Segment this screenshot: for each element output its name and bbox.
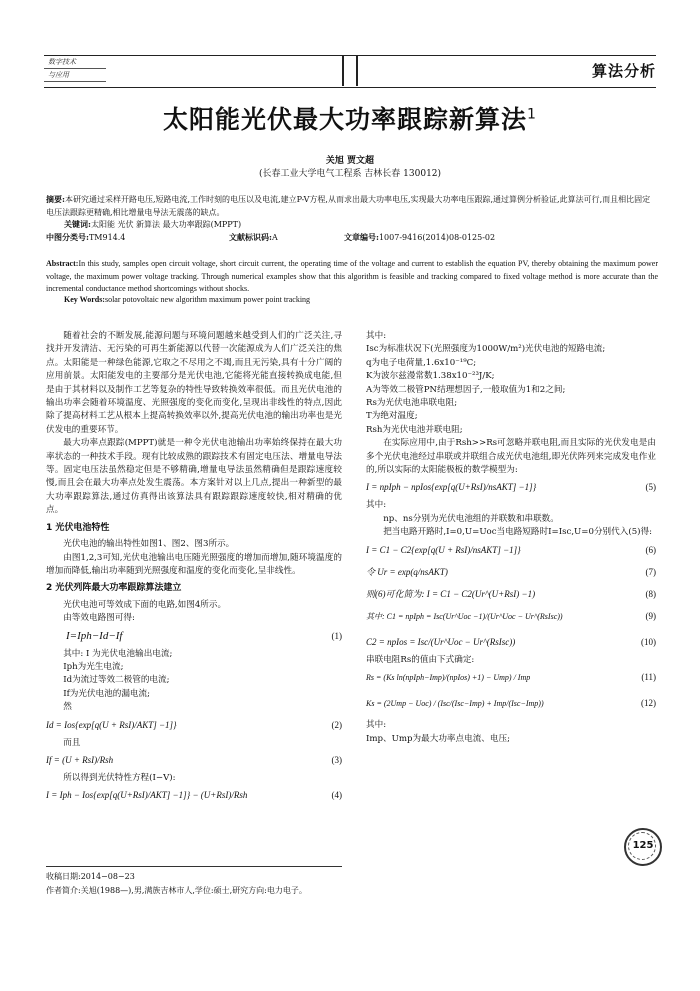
- journal-line-2: 与应用: [44, 69, 106, 82]
- abstract-cn: 摘要:本研究通过采样开路电压,短路电流,工作时刻的电压以及电流,建立P-V方程,从而求出最大功率电压,实现最大功率电压跟踪,通过算例分析验证,此算法可行,而且相比固定电压法跟踪更精确,相比增量电导法无震荡的缺点。: [46, 194, 651, 217]
- page-number-badge: [624, 828, 662, 866]
- where-line-6: 而且: [63, 737, 81, 748]
- equation-12: Ks = (2Ump − Uoc) / (Isc/(Isc−Imp) + Imp/(Isc−Imp)) (12): [366, 698, 656, 709]
- right-def-k: K为波尔兹漫常数1.38x10⁻²³J/K;: [366, 371, 495, 382]
- right-paragraph-1: 在实际应用中,由于Rsh>>Rs可忽略并联电阻,而且实际的光伏发电是由多个光伏电池经过串联或并联组合成光伏电池组,即光伏阵列来完成发电作业的,所以实际的太阳能极板的数学模型为:: [366, 438, 656, 476]
- equation-4: I = Iph − Ios{exp[q(U+RsI)/AKT] −1]} − (U+RsI)/Rsh (4): [46, 790, 342, 801]
- received-date: 收稿日期:2014−08−23: [46, 872, 135, 881]
- where-line-2: Iph为光生电流;: [63, 661, 124, 672]
- section-2-paragraph-1: 光伏电池可等效成下面的电路,如图4所示。: [63, 599, 227, 610]
- affiliation: (长春工业大学电气工程系 吉林长春 130012): [258, 169, 442, 179]
- where-line-4: If为光伏电池的漏电流;: [63, 688, 151, 699]
- right-where-2: 其中:: [366, 500, 387, 511]
- authors: 关旭 贾文超: [325, 156, 375, 166]
- header-bar-2: [356, 56, 358, 86]
- right-def-q: q为电子电荷量,1.6x10⁻¹⁹C;: [366, 357, 477, 368]
- where-line-1: 其中: I 为光伏电池输出电流;: [63, 648, 173, 659]
- header-rule-bottom: [44, 87, 656, 88]
- equation-9: 其中: C1 = npIph = Isc(Ur^Uoc −1)/(Ur^Uoc − Ur^(RsIsc)) (9): [366, 610, 656, 621]
- equation-2: Id = Ios{exp[q(U + RsI)/AKT] −1]} (2): [46, 719, 342, 730]
- page-number: 125: [632, 840, 654, 851]
- section-2-heading: 2 光伏列阵最大功率跟踪算法建立: [46, 583, 182, 594]
- right-paragraph-2: 把当电路开路时,I=0,U=Uoc当电路短路时I=Isc,U=0分别代入(5)得:: [383, 527, 652, 538]
- intro-paragraph-1: 随着社会的不断发展,能源问题与环境问题越来越受到人们的广泛关注,寻找并开发清洁、无污染的可再生新能源以代替一次能源成为人们广泛关注的焦点。太阳能是一种绿色能源,它取之不尽用之不竭,而且无污染,具有十分广阔的应用前景。太阳能发电的主要部分是光伏电池,它能将光能直接转换成电能,但是由于其材料以及制作工艺等复杂的特性导致转换效率很低。而且光伏电池的输出功率会随着环境温度、光照强度的变化而变化,呈现出非线性的特点,因此除了提高材料工艺从根本上提高转换效率以外,提高光伏电池的输出功率也是光伏发电的重要环节。: [46, 331, 342, 435]
- header-rule-top: [44, 55, 656, 56]
- doc-code: 文献标识码:A: [229, 232, 278, 242]
- journal-name: [44, 56, 106, 86]
- paper-title: 太阳能光伏最大功率跟踪新算法$^1$: [163, 105, 537, 134]
- equation-7: 令 Ur = exp(q/nsAKT) (7): [366, 566, 656, 577]
- where-line-3: Id为流过等效二极管的电流;: [63, 675, 170, 686]
- right-def-imp: Imp、Ump为最大功率点电流、电压;: [366, 733, 510, 744]
- abstract-en: Abstract:In this study, samples open circuit voltage, short circuit current, the operating time of the voltage and current to establish the equation PV, thereby obtaining the maximum power voltage, the maximum power voltage tracking. Through numerical examples show that this algorithm is feasible and tracking compared to fixed voltage method is more accurate than the incremental conductance method shortcomings without shocks.: [46, 259, 658, 293]
- equation-6: I = C1 − C2{exp[q(U + RsI)/nsAKT] −1]} (6): [366, 544, 656, 555]
- left-column: [46, 330, 342, 807]
- article-number: 文章编号:1007-9416(2014)08-0125-02: [344, 232, 496, 242]
- section-2-paragraph-2: 由等效电路图可得:: [63, 613, 135, 624]
- right-where-1: 其中:: [366, 331, 387, 341]
- where-line-7: 所以得到光伏特性方程(I−V):: [63, 772, 176, 783]
- right-rs-intro: 串联电阻Rs的值由下式确定:: [366, 654, 475, 665]
- right-def-rs: Rs为光伏电池串联电阻;: [366, 398, 458, 409]
- right-where-3: 其中:: [366, 720, 387, 731]
- section-1-paragraph-1: 光伏电池的输出特性如图1、图2、图3所示。: [63, 539, 235, 550]
- section-1-paragraph-2: 由图1,2,3可知,光伏电池输出电压随光照强度的增加而增加,随环境温度的增加而降低,输出功率随到光照强度和温度的变化而变化,呈非线性。: [46, 552, 342, 576]
- journal-line-1: 数字技术: [44, 56, 106, 69]
- right-def-t: T为绝对温度;: [366, 411, 418, 422]
- right-def-rsh: Rsh为光伏电池并联电阻;: [366, 424, 463, 435]
- equation-5: I = npIph − npIos{exp[q(U+RsI)/nsAKT] −1]} (5): [366, 482, 656, 493]
- section-1-heading: 1 光伏电池特性: [46, 522, 110, 533]
- footnote-rule: [46, 866, 342, 867]
- author-note: 作者简介:关旭(1988—),男,满族吉林市人,学位:硕士,研究方向:电力电子。: [46, 886, 307, 895]
- equation-10: C2 = npIos = Isc/(Ur^Uoc − Ur^(RsIsc)) (10): [366, 636, 656, 647]
- right-def-a: A为等效二极管PN结理想因子,一般取值为1和2之间;: [366, 384, 566, 395]
- equation-11: Rs = (Ks ln(npIph−Imp)/(npIos) +1) − Ump) / Imp (11): [366, 672, 656, 683]
- right-column: [366, 330, 656, 746]
- equation-1: I=Iph−Id−If (1): [66, 629, 342, 642]
- right-def-np: np、ns分别为光伏电池组的并联数和串联数。: [383, 513, 559, 524]
- equation-8: 则(6)可化简为: I = C1 − C2(Ur^(U+RsI) −1) (8): [366, 588, 656, 599]
- header-bar-1: [342, 56, 344, 86]
- right-def-isc: Isc为标准状况下(光照强度为1000W/m²)光伏电池的短路电流;: [366, 344, 606, 355]
- keywords-en: Key Words:solar potovoltaic new algorithm maximum power point tracking: [64, 295, 311, 304]
- intro-paragraph-2: 最大功率点跟踪(MPPT)就是一种令光伏电池输出功率始终保持在最大功率状态的一种技术手段。现有比较成熟的跟踪技术有固定电压法、增量电导法等。固定电压法虽然稳定但是不够精确,增量电导法虽然精确但是跟踪速度较慢,而且会在最大功率点处发生震荡。本方案针对以上几点,提出一种新型的最大功率跟踪算法,通过仿真得出该算法具有跟踪跟踪速度较快,相对精确的优点。: [46, 438, 342, 516]
- keywords-cn: 关键词:太阳能 光伏 新算法 最大功率跟踪(MPPT): [64, 219, 242, 229]
- where-line-5: 然: [63, 702, 72, 713]
- clc-number: 中图分类号:TM914.4: [46, 232, 126, 242]
- section-title: 算法分析: [591, 62, 656, 80]
- equation-3: If = (U + RsI)/Rsh (3): [46, 754, 342, 765]
